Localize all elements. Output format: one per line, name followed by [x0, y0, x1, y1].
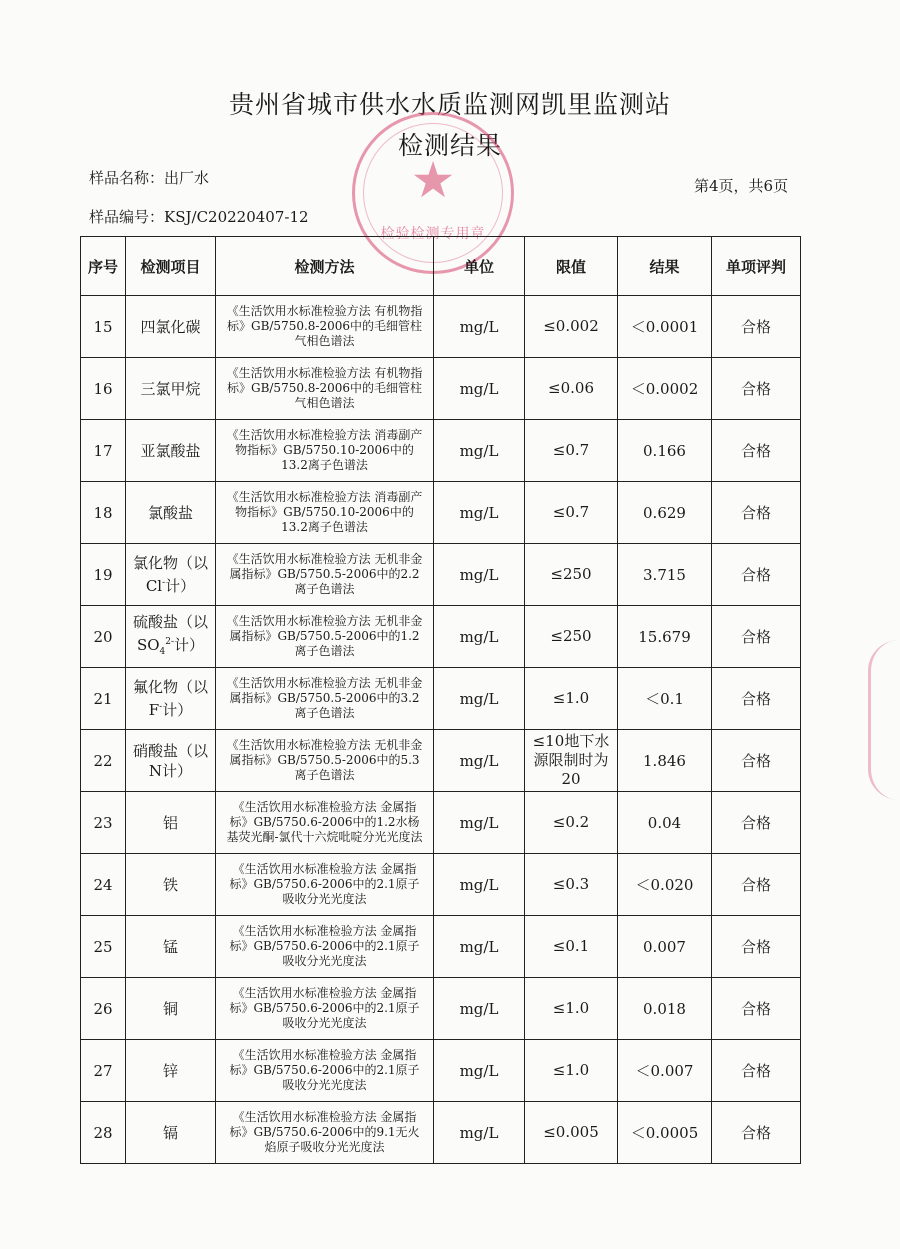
cell-item	[126, 668, 216, 730]
cell-method: 《生活饮用水标准检验方法 金属指标》GB/5750.6-2006中的2.1原子吸收分光光度法	[216, 978, 434, 1040]
edge-seal-mark	[868, 640, 899, 800]
cell-unit: mg/L	[434, 606, 525, 668]
cell-verdict: 合格	[712, 978, 801, 1040]
cell-verdict: 合格	[712, 296, 801, 358]
sample-name-value: 出厂水	[164, 169, 210, 187]
cell-method: 《生活饮用水标准检验方法 无机非金属指标》GB/5750.5-2006中的2.2离子色谱法	[216, 544, 434, 606]
col-header-result: 结果	[618, 237, 712, 296]
cell-no: 25	[81, 916, 126, 978]
report-title: 贵州省城市供水水质监测网凯里监测站	[228, 90, 671, 119]
page-info: 第4页，共6页	[694, 177, 789, 195]
cell-limit: ≤1.0	[525, 1040, 618, 1102]
table-row	[81, 482, 801, 544]
sample-name	[89, 167, 209, 188]
cell-method: 《生活饮用水标准检验方法 无机非金属指标》GB/5750.5-2006中的5.3离子色谱法	[216, 730, 434, 792]
cell-limit: ≤0.2	[525, 792, 618, 854]
cell-result: ＜0.0002	[618, 358, 712, 420]
cell-no: 20	[81, 606, 126, 668]
item-suffix: 计）	[165, 577, 196, 595]
cell-method: 《生活饮用水标准检验方法 金属指标》GB/5750.6-2006中的2.1原子吸收分光光度法	[216, 854, 434, 916]
cell-limit: ≤0.06	[525, 358, 618, 420]
cell-item: 铁	[126, 854, 216, 916]
col-header-method: 检测方法	[216, 237, 434, 296]
cell-method: 《生活饮用水标准检验方法 金属指标》GB/5750.6-2006中的2.1原子吸收分光光度法	[216, 916, 434, 978]
cell-no: 19	[81, 544, 126, 606]
cell-limit: ≤1.0	[525, 978, 618, 1040]
cell-method: 《生活饮用水标准检验方法 有机物指标》GB/5750.8-2006中的毛细管柱气相色谱法	[216, 358, 434, 420]
cell-verdict: 合格	[712, 544, 801, 606]
cell-method: 《生活饮用水标准检验方法 消毒副产物指标》GB/5750.10-2006中的13.2离子色谱法	[216, 482, 434, 544]
table-row	[81, 1040, 801, 1102]
table-row	[81, 420, 801, 482]
cell-unit: mg/L	[434, 420, 525, 482]
cell-method: 《生活饮用水标准检验方法 无机非金属指标》GB/5750.5-2006中的1.2离子色谱法	[216, 606, 434, 668]
star-icon: ★	[410, 151, 456, 209]
cell-unit: mg/L	[434, 482, 525, 544]
cell-limit: ≤0.002	[525, 296, 618, 358]
cell-verdict: 合格	[712, 854, 801, 916]
cell-no: 28	[81, 1102, 126, 1164]
cell-verdict: 合格	[712, 606, 801, 668]
table-row	[81, 668, 801, 730]
cell-unit: mg/L	[434, 358, 525, 420]
table-row	[81, 296, 801, 358]
sample-id-label: 样品编号：	[89, 208, 165, 226]
item-text: 硫酸盐（以	[132, 612, 208, 631]
cell-limit: ≤0.3	[525, 854, 618, 916]
cell-limit: ≤0.7	[525, 482, 618, 544]
col-header-item: 检测项目	[126, 237, 216, 296]
cell-method: 《生活饮用水标准检验方法 金属指标》GB/5750.6-2006中的1.2水杨基荧光酮-氯代十六烷吡啶分光光度法	[216, 792, 434, 854]
col-header-unit: 单位	[434, 237, 525, 296]
cell-no: 24	[81, 854, 126, 916]
cell-limit: ≤250	[525, 544, 618, 606]
cell-no: 15	[81, 296, 126, 358]
cell-no: 22	[81, 730, 126, 792]
table-row	[81, 730, 801, 792]
col-header-verdict: 单项评判	[712, 237, 801, 296]
col-header-no: 序号	[81, 237, 126, 296]
results-table	[80, 236, 801, 1164]
cell-verdict: 合格	[712, 916, 801, 978]
cell-verdict: 合格	[712, 358, 801, 420]
table-row	[81, 854, 801, 916]
cell-unit: mg/L	[434, 730, 525, 792]
cell-result: 1.846	[618, 730, 712, 792]
cell-item	[126, 544, 216, 606]
cell-method: 《生活饮用水标准检验方法 无机非金属指标》GB/5750.5-2006中的3.2离子色谱法	[216, 668, 434, 730]
cell-verdict: 合格	[712, 1040, 801, 1102]
col-header-limit: 限值	[525, 237, 618, 296]
cell-unit: mg/L	[434, 544, 525, 606]
cell-unit: mg/L	[434, 1040, 525, 1102]
cell-no: 16	[81, 358, 126, 420]
table-row	[81, 544, 801, 606]
cell-unit: mg/L	[434, 916, 525, 978]
cell-unit: mg/L	[434, 854, 525, 916]
cell-item: 锰	[126, 916, 216, 978]
cell-result: 15.679	[618, 606, 712, 668]
sample-id-value: KSJ/C20220407-12	[164, 208, 309, 226]
cell-result: ＜0.0001	[618, 296, 712, 358]
cell-no: 26	[81, 978, 126, 1040]
cell-method: 《生活饮用水标准检验方法 有机物指标》GB/5750.8-2006中的毛细管柱气相色谱法	[216, 296, 434, 358]
item-text: 氯化物（以	[132, 554, 208, 572]
table-header-row	[81, 237, 801, 296]
cell-unit: mg/L	[434, 978, 525, 1040]
cell-verdict: 合格	[712, 482, 801, 544]
table-row	[81, 358, 801, 420]
cell-result: ＜0.007	[618, 1040, 712, 1102]
cell-item: 锌	[126, 1040, 216, 1102]
cell-unit: mg/L	[434, 296, 525, 358]
table-row	[81, 916, 801, 978]
item-formula: SO	[136, 635, 160, 654]
item-subscript: 4	[159, 646, 166, 657]
cell-method: 《生活饮用水标准检验方法 金属指标》GB/5750.6-2006中的2.1原子吸收分光光度法	[216, 1040, 434, 1102]
cell-method: 《生活饮用水标准检验方法 消毒副产物指标》GB/5750.10-2006中的13.2离子色谱法	[216, 420, 434, 482]
cell-item: 铜	[126, 978, 216, 1040]
cell-result: 0.166	[618, 420, 712, 482]
cell-no: 27	[81, 1040, 126, 1102]
item-formula: F	[148, 701, 160, 719]
item-suffix: N计）	[148, 761, 193, 780]
sample-name-label: 样品名称：	[89, 169, 165, 187]
cell-no: 18	[81, 482, 126, 544]
item-suffix: 计）	[162, 701, 193, 719]
item-superscript: -	[162, 578, 166, 588]
cell-result: ＜0.1	[618, 668, 712, 730]
report-subtitle: 检测结果	[397, 131, 502, 160]
cell-item: 铝	[126, 792, 216, 854]
item-formula: Cl	[145, 577, 163, 595]
cell-limit: ≤10地下水源限制时为20	[525, 730, 618, 792]
cell-result: 0.629	[618, 482, 712, 544]
item-superscript: 2-	[165, 636, 175, 647]
cell-no: 23	[81, 792, 126, 854]
cell-item: 镉	[126, 1102, 216, 1164]
seal-label: 检验检测专用章	[380, 226, 486, 242]
cell-verdict: 合格	[712, 420, 801, 482]
cell-item	[126, 730, 216, 792]
cell-unit: mg/L	[434, 792, 525, 854]
cell-limit: ≤0.1	[525, 916, 618, 978]
cell-result: ＜0.0005	[618, 1102, 712, 1164]
cell-no: 17	[81, 420, 126, 482]
table-row	[81, 792, 801, 854]
item-text: 硝酸盐（以	[132, 741, 208, 760]
table-row	[81, 978, 801, 1040]
cell-item: 四氯化碳	[126, 296, 216, 358]
cell-limit: ≤1.0	[525, 668, 618, 730]
cell-verdict: 合格	[712, 792, 801, 854]
cell-item: 三氯甲烷	[126, 358, 216, 420]
cell-item: 氯酸盐	[126, 482, 216, 544]
cell-result: 3.715	[618, 544, 712, 606]
cell-no: 21	[81, 668, 126, 730]
cell-result: 0.007	[618, 916, 712, 978]
table-row	[81, 1102, 801, 1164]
cell-verdict: 合格	[712, 1102, 801, 1164]
cell-unit: mg/L	[434, 668, 525, 730]
cell-verdict: 合格	[712, 730, 801, 792]
item-superscript: -	[159, 702, 163, 712]
cell-limit: ≤250	[525, 606, 618, 668]
cell-item: 亚氯酸盐	[126, 420, 216, 482]
cell-item	[126, 606, 216, 668]
cell-limit: ≤0.7	[525, 420, 618, 482]
cell-result: ＜0.020	[618, 854, 712, 916]
cell-result: 0.018	[618, 978, 712, 1040]
table-row	[81, 606, 801, 668]
item-suffix: 计）	[174, 635, 205, 654]
cell-method: 《生活饮用水标准检验方法 金属指标》GB/5750.6-2006中的9.1无火焰原子吸收分光光度法	[216, 1102, 434, 1164]
cell-limit: ≤0.005	[525, 1102, 618, 1164]
cell-unit: mg/L	[434, 1102, 525, 1164]
sample-id	[89, 206, 309, 227]
cell-result: 0.04	[618, 792, 712, 854]
cell-verdict: 合格	[712, 668, 801, 730]
item-text: 氟化物（以	[132, 678, 208, 696]
